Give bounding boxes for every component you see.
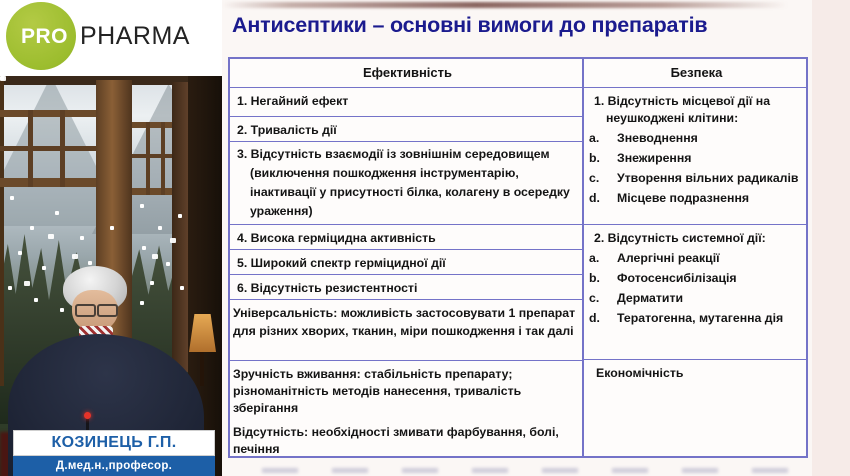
- item-text: Дерматити: [617, 291, 684, 306]
- window-frame: [0, 76, 4, 386]
- table-cell-right-2: [584, 225, 806, 360]
- item-text: Утворення вільних радикалів: [617, 171, 799, 186]
- item-marker: c.: [589, 291, 600, 306]
- webcam-panel: [0, 0, 222, 476]
- window-frame: [0, 110, 96, 117]
- item-text: Місцеве подразнення: [617, 191, 750, 206]
- right-cell-item: [589, 251, 802, 267]
- item-marker: a.: [589, 251, 600, 266]
- item-marker: b.: [589, 151, 600, 166]
- presenter-badge: [13, 430, 215, 476]
- snow-particles: [0, 76, 6, 81]
- presenter-glasses: [75, 304, 96, 317]
- table-cell-left-7: Універсальність: можливість застосовувати 1 препарат для різних хворих, тканин, міри пошкодження і так далі: [230, 300, 582, 361]
- window-frame: [132, 188, 174, 195]
- table-cell-left-2: 2. Тривалість дії: [230, 117, 582, 142]
- item-marker: a.: [589, 131, 600, 146]
- item-text: Тератогенна, мутагенна дія: [617, 311, 784, 326]
- right-cell-item: [589, 271, 802, 287]
- right-cell-item: [589, 151, 802, 167]
- table-lamp-stem: [200, 352, 204, 386]
- item-text: Зневоднення: [617, 131, 698, 146]
- table-cell-left-3: 3. Відсутність взаємодії із зовнішнім середовищем (виключення пошкодження інструментарію, інактивації у присутності білка, колагену в осередку ураження): [230, 142, 582, 225]
- bottom-smudge-decoration: [262, 468, 802, 473]
- window-muntin: [146, 122, 150, 195]
- webcam-scene: [0, 76, 222, 476]
- item-marker: d.: [589, 191, 600, 206]
- window-frame: [132, 122, 174, 128]
- table-cell-right-3: Економічність: [596, 366, 684, 380]
- table-column-right: [584, 59, 806, 456]
- right-cell-heading: 1. Відсутність місцевої дії на неушкоджені клітини:: [594, 94, 771, 126]
- table-cell-paragraph: Відсутність: необхідності змивати фарбування, болі, печіння: [233, 424, 559, 456]
- right-cell-item: [589, 131, 802, 147]
- item-marker: d.: [589, 311, 600, 326]
- microphone-led: [84, 412, 91, 419]
- slide-title: Антисептики – основні вимоги до препаратів: [232, 13, 708, 37]
- item-text: Фотосенсибілізація: [617, 271, 737, 286]
- right-cell-item: [589, 191, 802, 207]
- presenter-glasses: [97, 304, 118, 317]
- window-muntin: [0, 146, 96, 151]
- right-cell-heading: 2. Відсутність системної дії:: [594, 231, 766, 245]
- item-marker: c.: [589, 171, 600, 186]
- window-muntin: [132, 154, 174, 158]
- table-column-left: [230, 59, 584, 456]
- requirements-table: [228, 57, 808, 458]
- presenter-title: Д.мед.н.,професор.: [13, 456, 215, 476]
- table-header-safety: Безпека: [584, 59, 806, 88]
- right-cell-item: [589, 311, 802, 327]
- window-frame: [0, 178, 96, 187]
- logo-pharma-text: PHARMA: [80, 22, 190, 50]
- item-text: Алергічні реакції: [617, 251, 720, 266]
- logo-band: [0, 0, 222, 76]
- item-text: Знежирення: [617, 151, 692, 166]
- window-muntin: [161, 122, 165, 195]
- top-streak-decoration: [222, 2, 788, 8]
- table-header-effectiveness: Ефективність: [230, 59, 582, 88]
- table-cell-left-8: [230, 361, 582, 456]
- right-cell-item: [589, 291, 802, 307]
- table-cell-left-5: 5. Широкий спектр герміцидної дії: [230, 250, 582, 275]
- window-post: [172, 82, 188, 372]
- slide-panel: [222, 0, 850, 476]
- table-cell-right-1: [584, 88, 806, 225]
- slide-margin: [812, 0, 850, 476]
- table-cell-left-1: 1. Негайний ефект: [230, 88, 582, 117]
- right-cell-item: [589, 171, 802, 187]
- presenter-name: КОЗИНЕЦЬ Г.П.: [13, 430, 215, 456]
- table-cell-paragraph: Зручність вживання: стабільність препарату; різноманітність методів нанесення, тривалість зберігання: [233, 367, 522, 416]
- table-cell-left-4: 4. Висока герміцидна активність: [230, 225, 582, 250]
- table-cell-left-6: 6. Відсутність резистентності: [230, 275, 582, 300]
- item-marker: b.: [589, 271, 600, 286]
- logo-pro-text: PRO: [21, 25, 69, 48]
